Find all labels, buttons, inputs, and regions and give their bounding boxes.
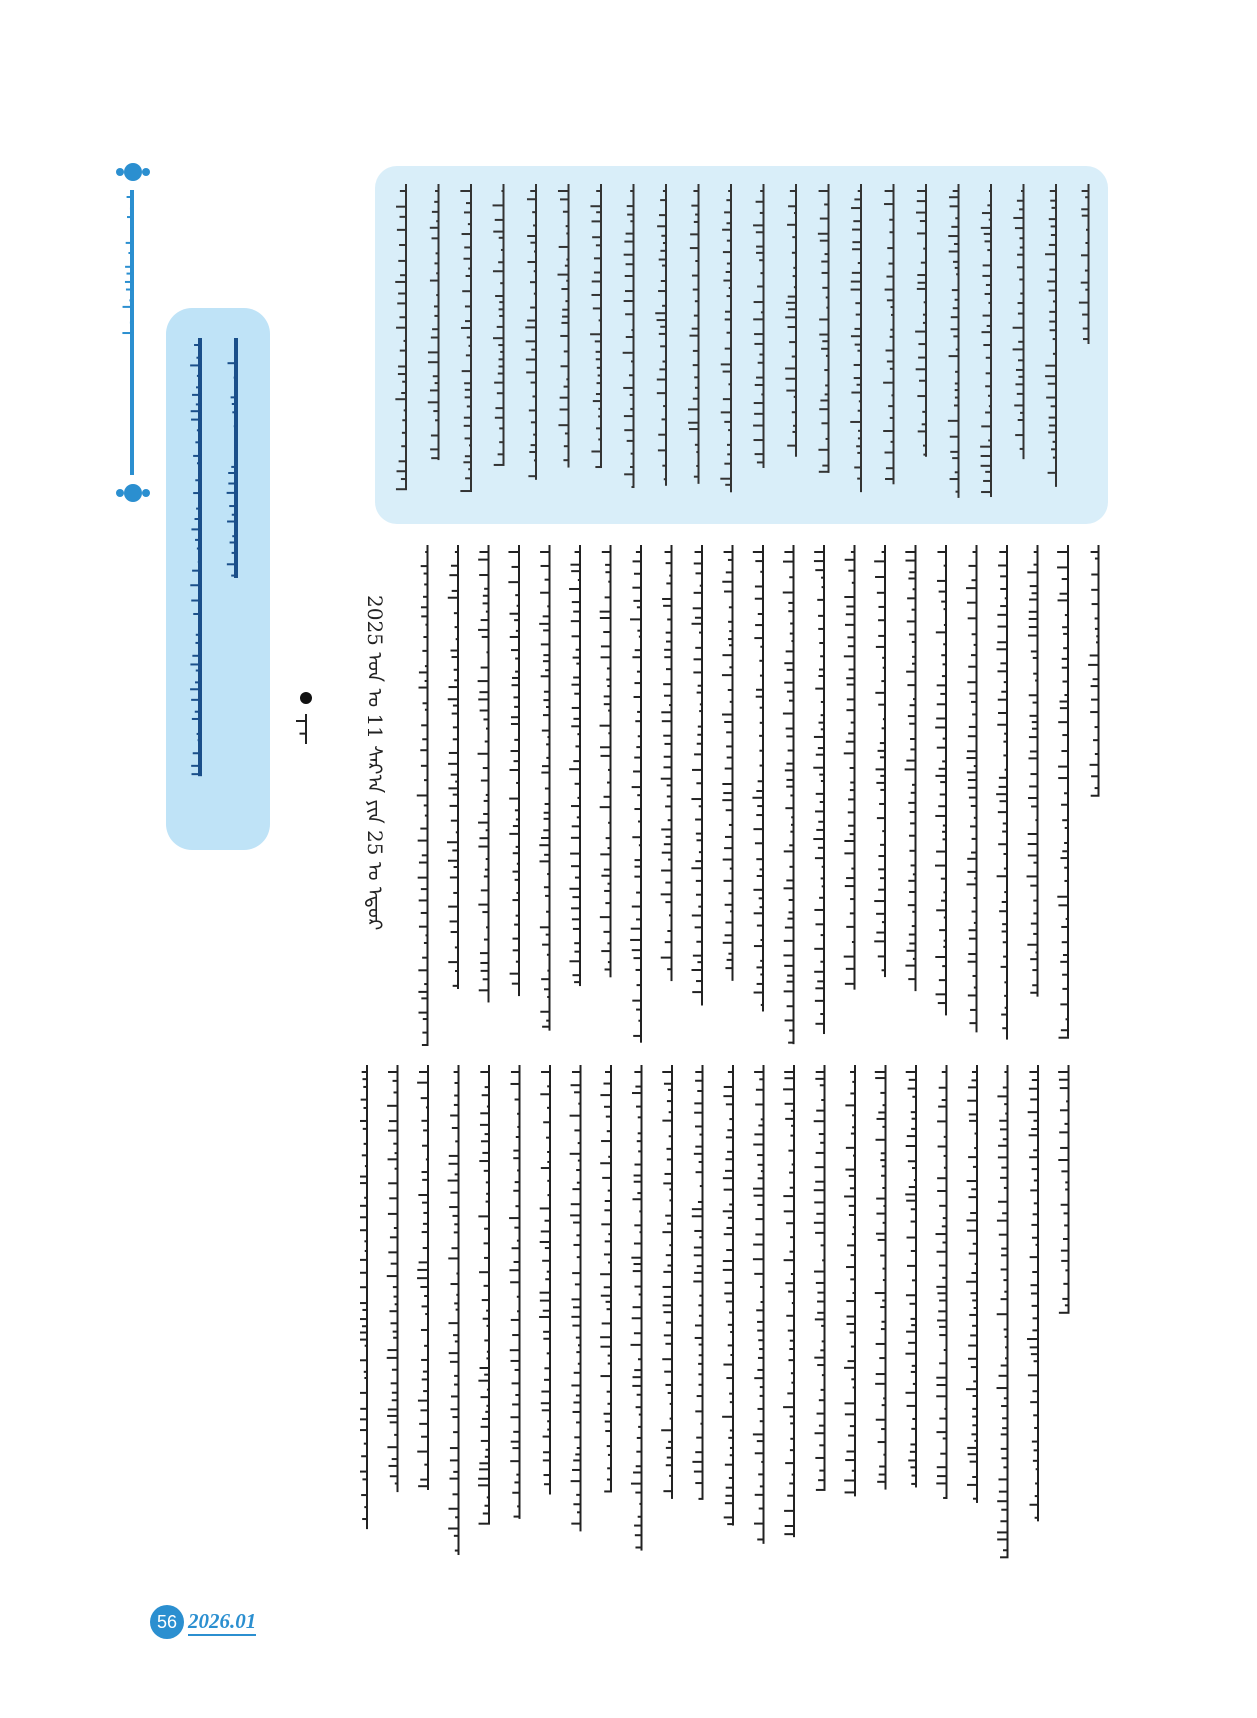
text-column <box>493 184 505 466</box>
text-column <box>661 1065 673 1499</box>
text-column <box>905 1065 917 1487</box>
text-column <box>570 1065 582 1531</box>
text-column <box>814 1065 826 1491</box>
text-column <box>539 545 550 1031</box>
text-column <box>448 1065 460 1555</box>
text-column <box>661 545 673 981</box>
text-column <box>460 184 472 492</box>
text-column <box>688 184 699 484</box>
text-column <box>1027 545 1039 997</box>
text-column <box>997 1065 1009 1558</box>
body-text-upper <box>360 540 1102 1052</box>
section-header <box>108 160 158 505</box>
text-column <box>417 545 429 1046</box>
text-column <box>691 545 703 1005</box>
text-column <box>631 1065 643 1551</box>
text-column <box>525 184 537 480</box>
text-column <box>785 184 797 457</box>
text-column <box>980 184 992 497</box>
text-column <box>722 545 734 981</box>
text-column <box>936 1065 948 1499</box>
ornament-icon <box>116 484 150 502</box>
text-column <box>630 545 642 1043</box>
ornament-icon <box>116 163 150 181</box>
text-column <box>692 1065 704 1500</box>
text-column <box>935 545 947 1015</box>
bullet-icon <box>300 692 312 704</box>
text-column <box>813 545 825 1034</box>
author-byline <box>296 690 316 780</box>
text-column <box>1079 184 1090 344</box>
text-column <box>883 184 894 484</box>
page-number: 56 <box>150 1605 184 1639</box>
article-title <box>166 308 270 850</box>
text-column <box>783 1065 795 1537</box>
text-column <box>752 545 764 1011</box>
text-column <box>844 1065 856 1496</box>
text-column <box>539 1065 551 1494</box>
sidebar-quote-box <box>375 166 1108 524</box>
text-column <box>190 338 202 776</box>
text-column <box>508 545 520 996</box>
text-column <box>1058 1065 1069 1314</box>
text-column <box>417 1065 429 1490</box>
text-column <box>509 1065 520 1519</box>
text-column <box>874 545 886 977</box>
section-header-script <box>108 160 158 505</box>
issue-label: 2026.01 <box>188 1609 256 1636</box>
text-column <box>1013 184 1025 459</box>
text-column <box>818 184 830 473</box>
text-column <box>722 1065 734 1526</box>
text-column <box>395 184 407 490</box>
article-title-script <box>166 308 270 850</box>
text-column <box>905 545 917 991</box>
text-column <box>590 184 602 468</box>
text-column <box>1045 184 1057 487</box>
text-column <box>850 184 862 492</box>
text-column <box>966 1065 978 1503</box>
text-column <box>600 545 612 977</box>
text-column <box>447 545 459 989</box>
text-column <box>1088 545 1099 797</box>
body-text-lower <box>360 1060 1102 1565</box>
text-column <box>623 184 635 488</box>
text-column <box>122 190 134 334</box>
text-column <box>948 184 960 498</box>
text-column <box>227 338 238 578</box>
text-column <box>428 184 440 460</box>
text-column <box>753 184 764 468</box>
text-column <box>478 1065 490 1525</box>
text-column <box>783 545 795 1044</box>
page-footer <box>150 1605 256 1639</box>
text-column <box>996 545 1008 1040</box>
text-column <box>720 184 732 492</box>
text-column <box>966 545 977 1032</box>
text-column <box>387 1065 399 1492</box>
text-column <box>558 184 570 468</box>
text-column <box>600 1065 612 1492</box>
text-column <box>296 714 307 744</box>
text-column <box>753 1065 765 1544</box>
text-column <box>1027 1065 1039 1521</box>
text-column <box>655 184 667 486</box>
text-column <box>915 184 927 457</box>
text-column <box>569 545 581 986</box>
text-column <box>360 1065 368 1529</box>
text-column <box>478 545 490 1002</box>
text-column <box>844 545 856 990</box>
text-column <box>875 1065 887 1490</box>
article-date: 2025 ᠣᠨ ᠤ 11 ᠰᠠᠷ᠎ᠠ ᠶᠢᠨ 25 ᠤ ᠡᠳᠦᠷ <box>363 595 387 931</box>
text-column <box>1057 545 1069 1039</box>
sidebar-text <box>375 166 1108 524</box>
